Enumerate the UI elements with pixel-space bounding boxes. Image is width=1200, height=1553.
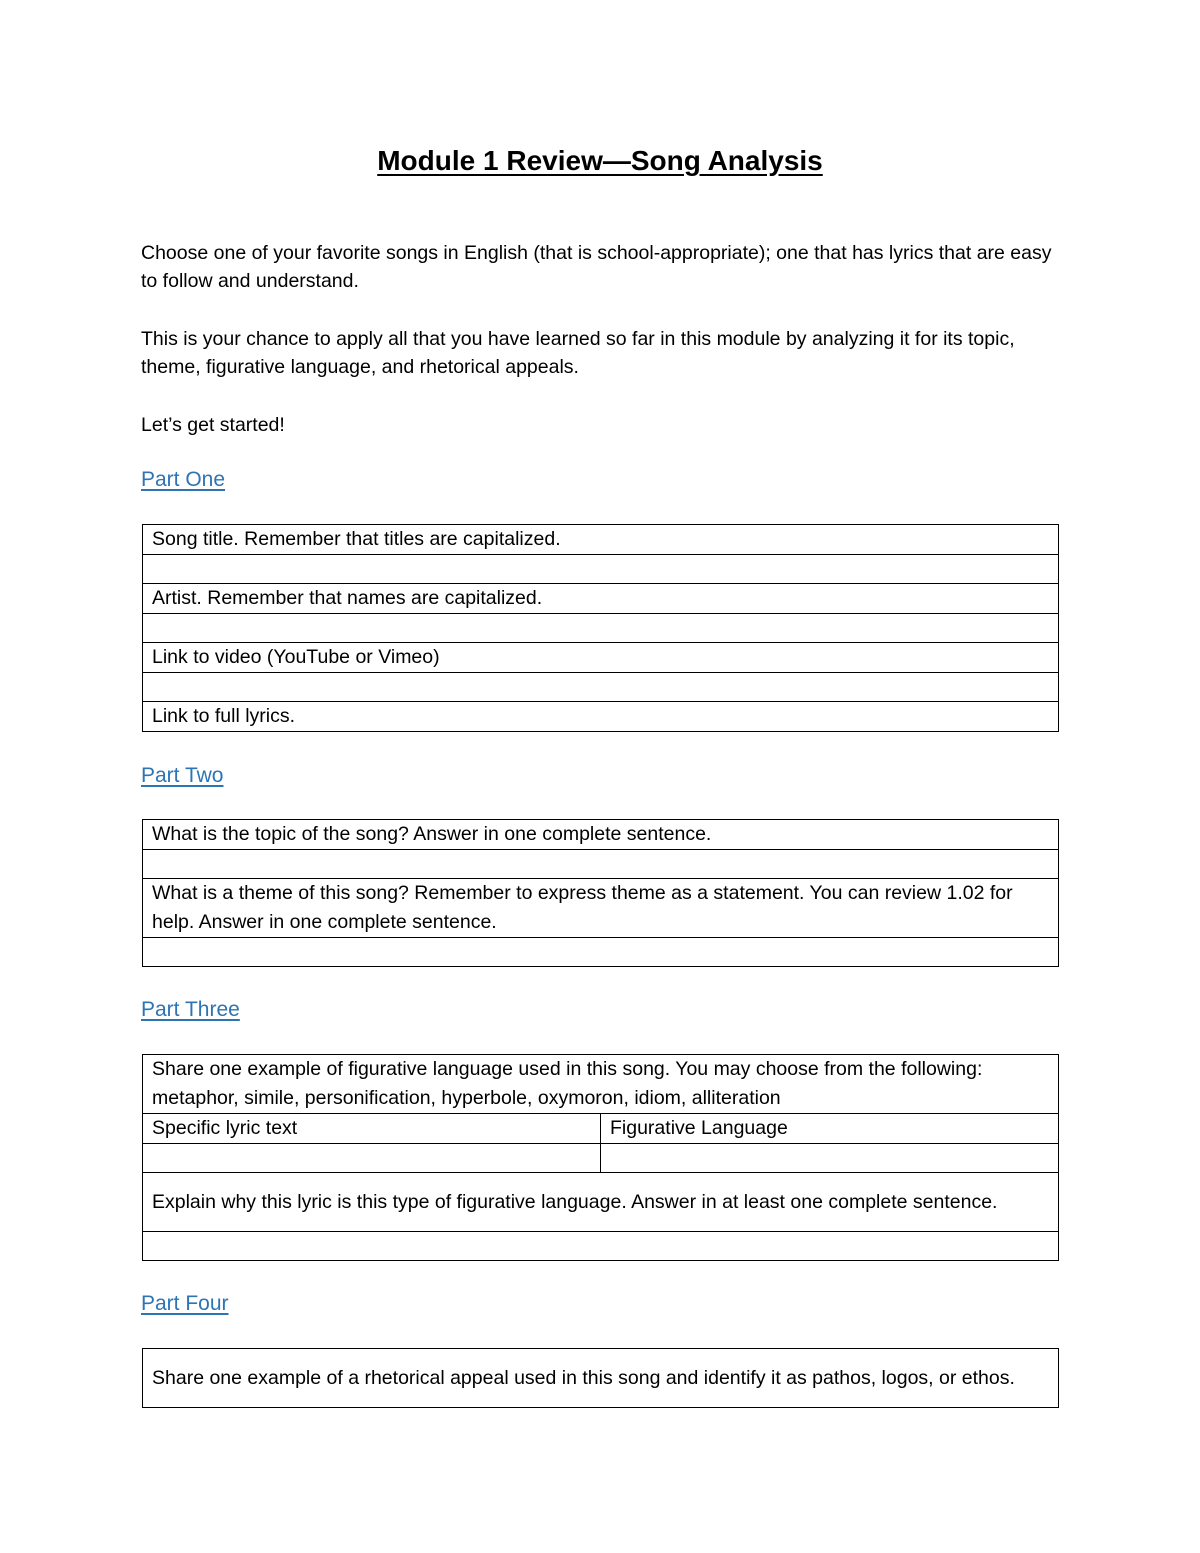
- part-four-heading: Part Four: [141, 1292, 229, 1315]
- intro-paragraph-1: Choose one of your favorite songs in English (that is school-appropriate); one that has lyrics that are easy to follow and understand.: [141, 242, 1052, 292]
- theme-answer[interactable]: [143, 938, 1059, 967]
- theme-prompt: What is a theme of this song? Remember to express theme as a statement. You can review 1.02 for help. Answer in one complete sentence.: [143, 879, 1059, 938]
- lyric-column-header: Specific lyric text: [143, 1114, 601, 1144]
- topic-prompt: What is the topic of the song? Answer in one complete sentence.: [143, 820, 1059, 850]
- video-link-answer[interactable]: [143, 673, 1059, 702]
- part-four-table: [142, 1348, 1059, 1408]
- figurative-answer[interactable]: [601, 1144, 1059, 1173]
- part-one-heading: Part One: [141, 468, 226, 491]
- lyric-answer[interactable]: [143, 1144, 601, 1173]
- artist-prompt: Artist. Remember that names are capitalized.: [143, 584, 1059, 614]
- song-title-answer[interactable]: [143, 555, 1059, 584]
- explain-answer[interactable]: [143, 1232, 1059, 1261]
- rhetorical-prompt: Share one example of a rhetorical appeal used in this song and identify it as pathos, logos, or ethos.: [143, 1349, 1059, 1408]
- part-three-table: [142, 1054, 1059, 1261]
- part-three-heading: Part Three: [141, 998, 240, 1021]
- song-title-prompt: Song title. Remember that titles are capitalized.: [143, 525, 1059, 555]
- video-link-prompt: Link to video (YouTube or Vimeo): [143, 643, 1059, 673]
- topic-answer[interactable]: [143, 850, 1059, 879]
- intro-paragraph-2: This is your chance to apply all that you have learned so far in this module by analyzing it for its topic, theme, figurative language, and rhetorical appeals.: [141, 328, 1015, 378]
- page-title: Module 1 Review—Song Analysis: [377, 145, 823, 176]
- lyrics-link-prompt: Link to full lyrics.: [143, 702, 1059, 732]
- part-two-table: [142, 819, 1059, 967]
- explain-prompt: Explain why this lyric is this type of figurative language. Answer in at least one complete sentence.: [143, 1173, 1059, 1232]
- intro-paragraph-3: Let’s get started!: [141, 414, 285, 436]
- figurative-prompt: Share one example of figurative language used in this song. You may choose from the following: metaphor, simile, personification, hyperbole, oxymoron, idiom, alliteration: [143, 1055, 1059, 1114]
- artist-answer[interactable]: [143, 614, 1059, 643]
- figurative-column-header: Figurative Language: [601, 1114, 1059, 1144]
- part-one-table: [142, 524, 1059, 732]
- part-two-heading: Part Two: [141, 764, 224, 787]
